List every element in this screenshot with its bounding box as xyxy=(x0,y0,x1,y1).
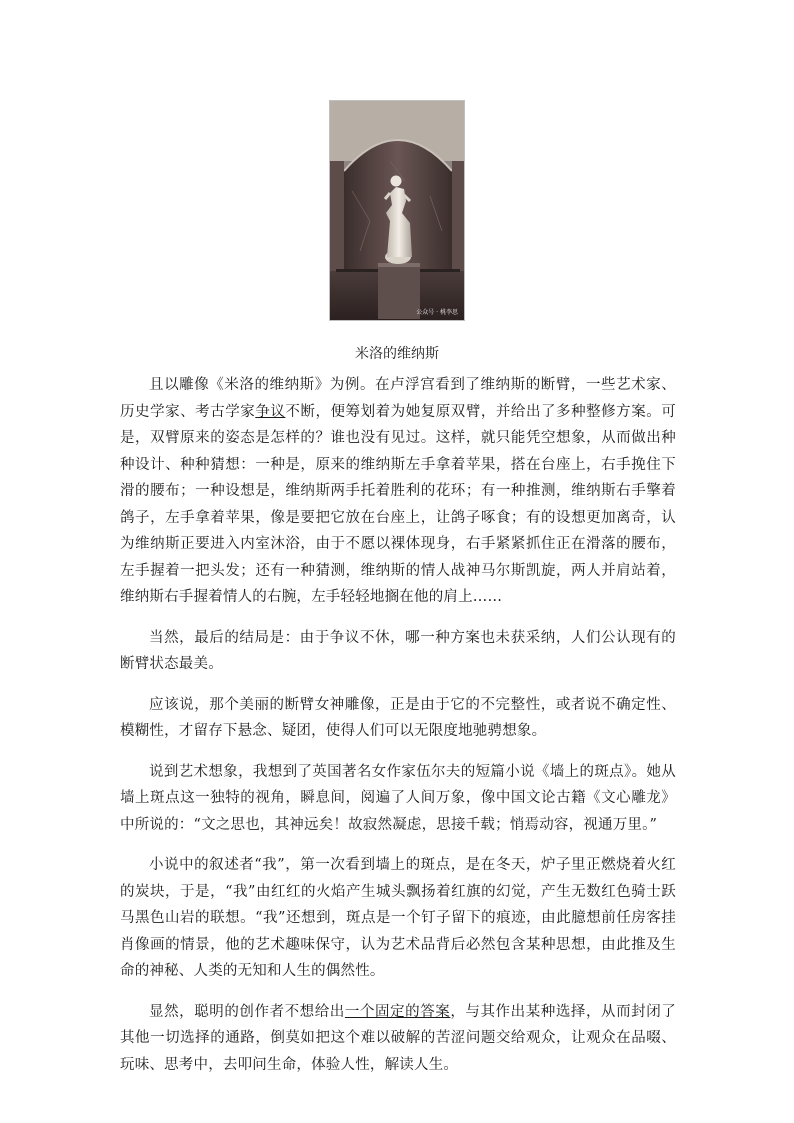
paragraph-text: 且以雕像《米洛的维纳斯》为例。在卢浮宫看到了维纳斯的断臂，一些艺术家、历史学家、考古学家 xyxy=(120,377,676,420)
paragraph-text: ，与其作出某种选择，从而封闭了其他一切选择的通路，倒莫如把这个难以破解的苦涩问题交给观众，让观众在品啜、玩味、思考中，去叩问生命，体验人性，解读人生。 xyxy=(120,1003,676,1073)
paragraph-text: 显然，聪明的创作者不想给出 xyxy=(149,1003,345,1020)
underlined-phrase: 一个固定的答案 xyxy=(344,1003,451,1020)
paragraph-p2 xyxy=(120,625,676,678)
statue-photo-illustration xyxy=(330,101,465,321)
paragraph-p5 xyxy=(120,852,676,985)
article-body xyxy=(120,372,676,1092)
paragraph-text: 当然，最后的结局是：由于争议不休，哪一种方案也未获采纳，人们公认现有的断臂状态最美。 xyxy=(120,629,676,672)
paragraph-p1 xyxy=(120,372,676,611)
figure-caption: 米洛的维纳斯 xyxy=(355,346,439,362)
paragraph-text: 应该说，那个美丽的断臂女神雕像，正是由于它的不完整性，或者说不确定性、模糊性，才留存下悬念、疑团，使得人们可以无限度地驰骋想象。 xyxy=(120,696,676,739)
paragraph-text: 说到艺术想象，我想到了英国著名女作家伍尔夫的短篇小说《墙上的斑点》。她从墙上斑点这一独特的视角，瞬息间，阅遍了人间万象，像中国文论古籍《文心雕龙》中所说的：“文之思也，其神远矣！故寂然凝虑，思接千载；悄焉动容，视通万里。” xyxy=(120,763,676,833)
photo-watermark: 公众号 · 桃李思 xyxy=(416,309,458,316)
paragraph-p3 xyxy=(120,692,676,745)
venus-de-milo-photo xyxy=(329,100,465,321)
paragraph-text: 小说中的叙述者“我”，第一次看到墙上的斑点，是在冬天，炉子里正燃烧着火红的炭块，于是，“我”由红红的火焰产生城头飘扬着红旗的幻觉，产生无数红色骑士跃马黑色山岩的联想。“我”还想到，斑点是一个钉子留下的痕迹，由此臆想前任房客挂肖像画的情景，他的艺术趣味保守，认为艺术品背后必然包含某种思想，由此推及生命的神秘、人类的无知和人生的偶然性。 xyxy=(120,857,676,979)
paragraph-p6 xyxy=(120,999,676,1079)
underlined-phrase: 争议 xyxy=(255,403,286,420)
paragraph-text: 不断，便筹划着为她复原双臂，并给出了多种整修方案。可是，双臂原来的姿态是怎样的？谁也没有见过。这样，就只能凭空想象，从而做出种种设计、种种猜想：一种是，原来的维纳斯左手拿着苹果，搭在台座上，右手挽住下滑的腰布；一种设想是，维纳斯两手托着胜利的花环；有一种推测，维纳斯右手擎着鸽子，左手拿着苹果，像是要把它放在台座上，让鸽子啄食；有的设想更加离奇，认为维纳斯正要进入内室沐浴，由于不愿以裸体现身，右手紧紧抓住正在滑落的腰布，左手握着一把头发；还有一种猜测，维纳斯的情人战神马尔斯凯旋，两人并肩站着，维纳斯右手握着情人的右腕，左手轻轻地搁在他的肩上…… xyxy=(120,403,676,605)
paragraph-p4 xyxy=(120,759,676,839)
